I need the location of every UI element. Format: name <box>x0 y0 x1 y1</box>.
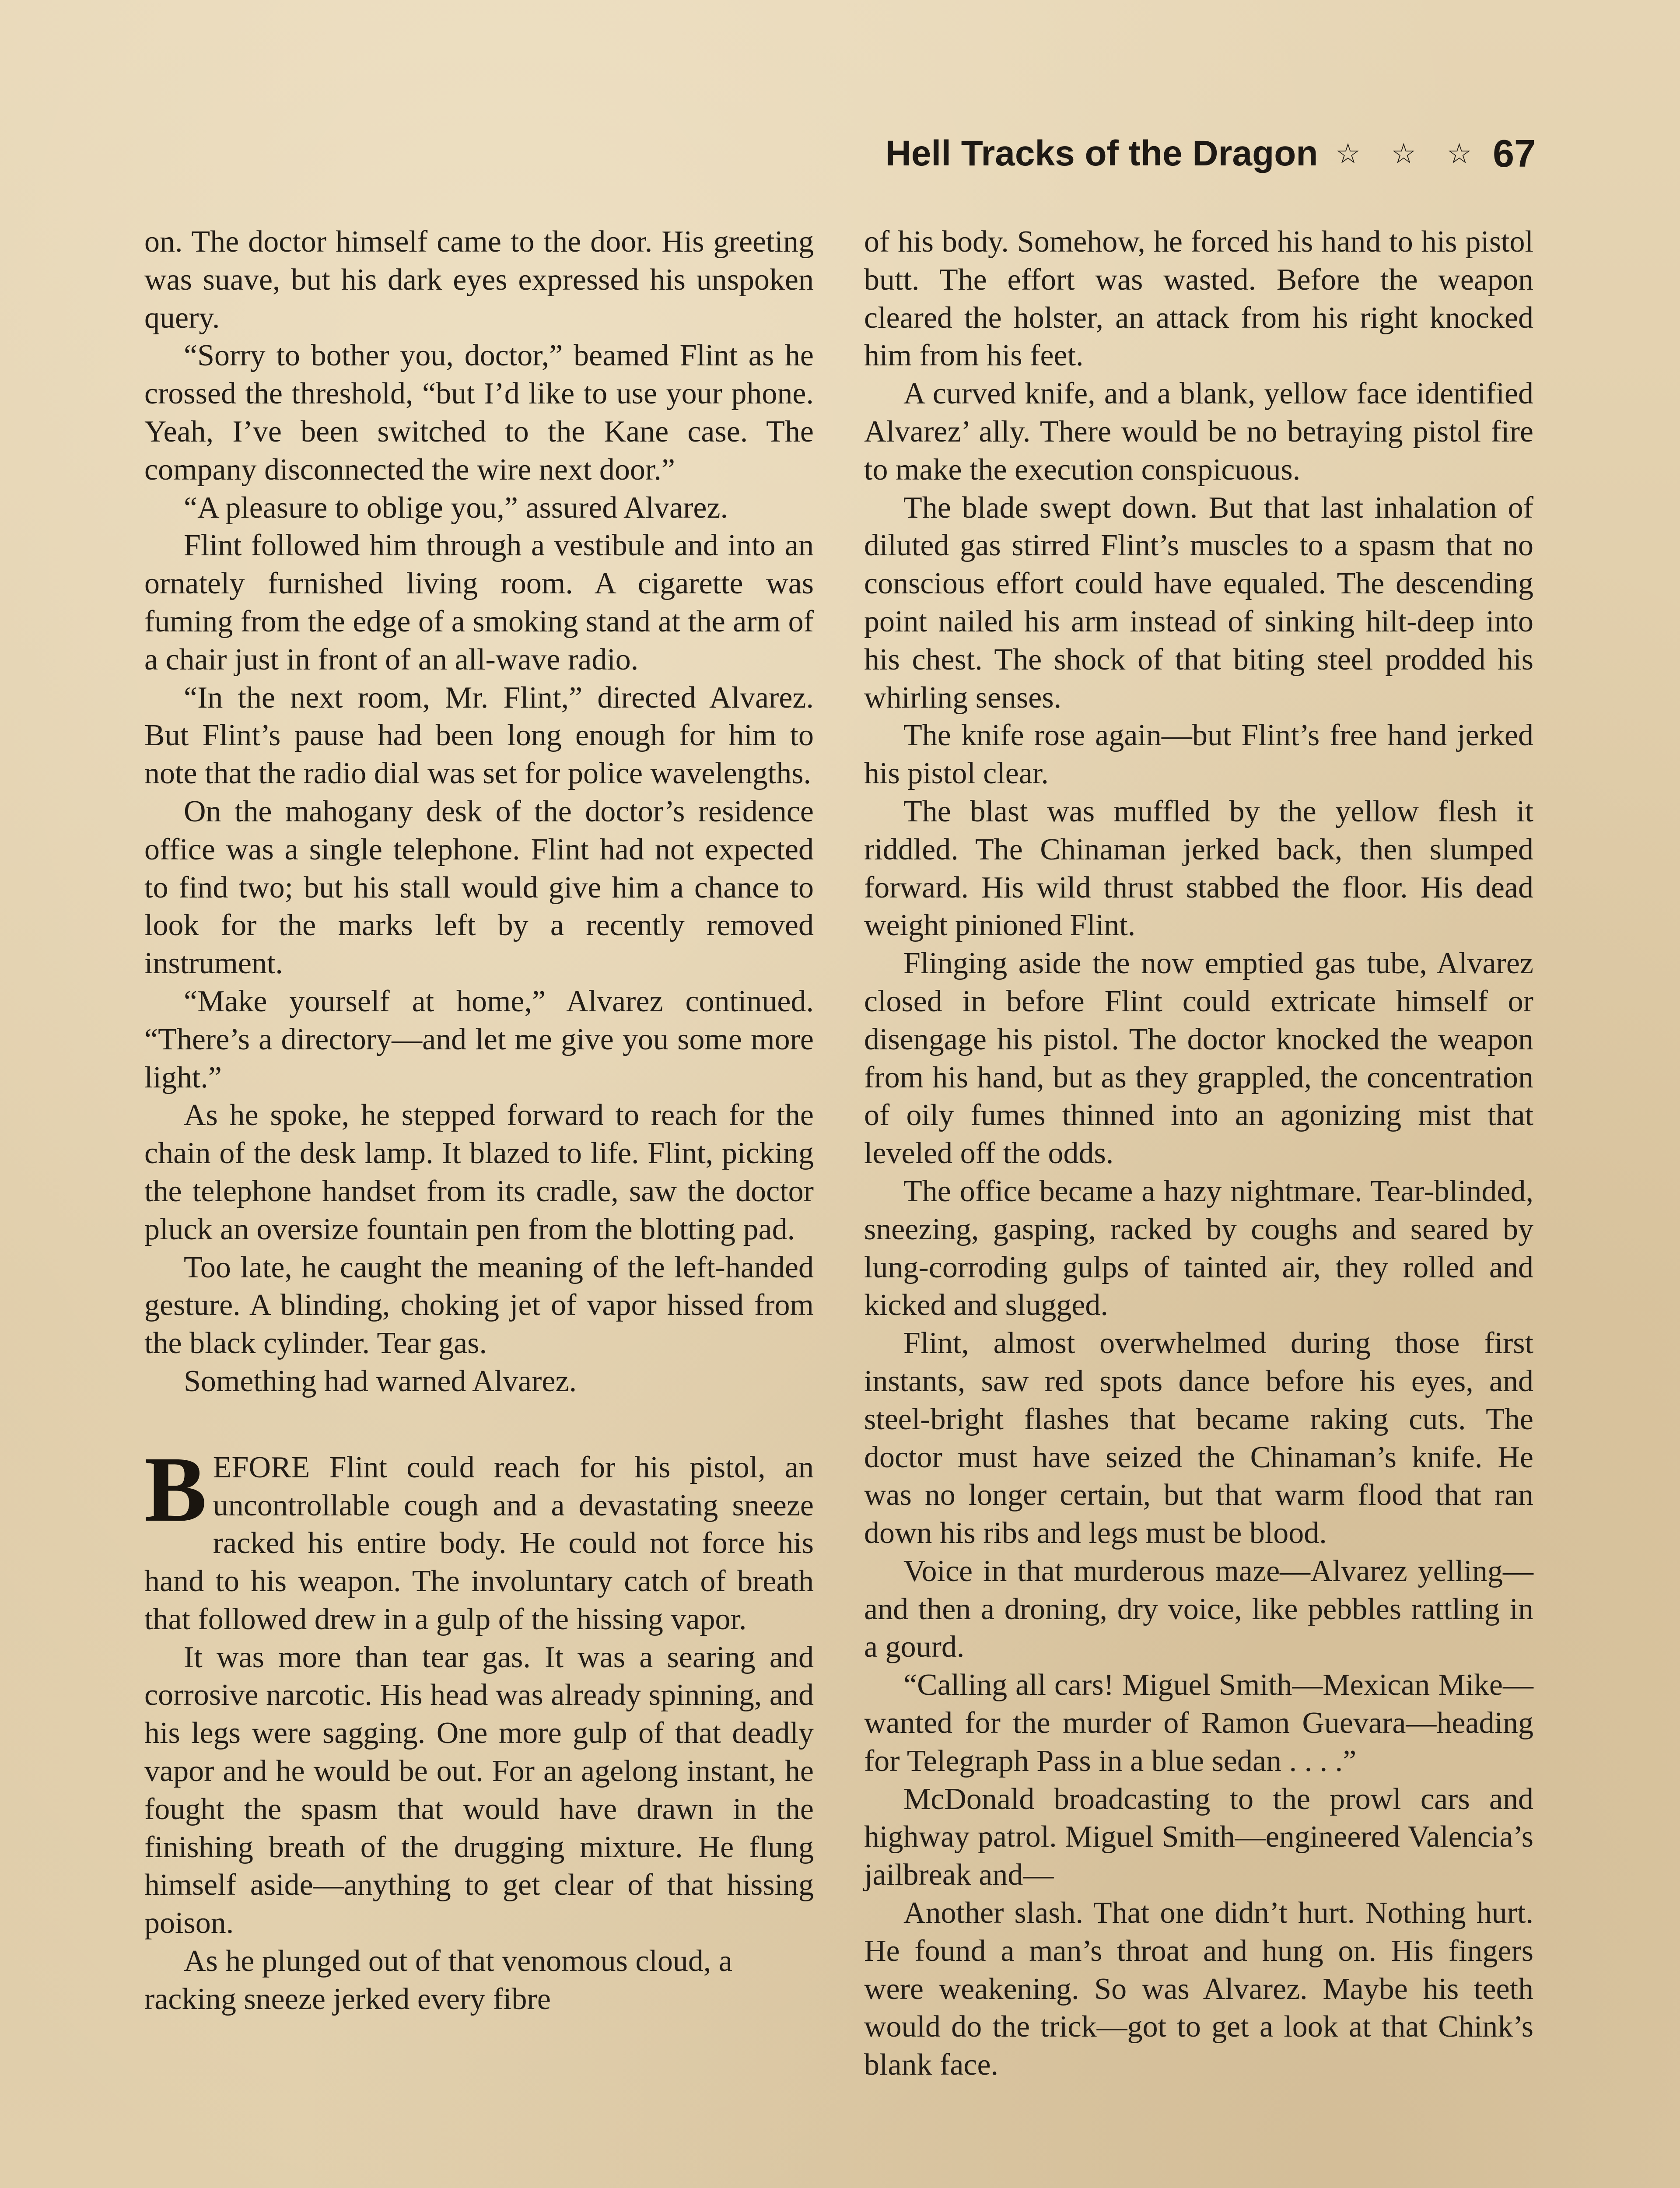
paragraph: As he spoke, he stepped forward to reach for the chain of the desk lamp. It blazed to life. Flint, picking the telephone handset from its cradle, saw the doctor pluck an oversize fountain pen from the blotting pad. <box>144 1098 814 1246</box>
paragraph: Voice in that murderous maze—Alvarez yelling—and then a droning, dry voice, like pebbles rattling in a gourd. <box>864 1554 1533 1664</box>
paragraph: The blast was muffled by the yellow flesh it riddled. The Chinaman jerked back, then slumped forward. His wild thrust stabbed the floor. His dead weight pinioned Flint. <box>864 794 1533 943</box>
paragraph: Something had warned Alvarez. <box>184 1364 577 1398</box>
paragraph: The office became a hazy nightmare. Tear-blinded, sneezing, gasping, racked by coughs and seared by lung-corroding gulps of tainted air, they rolled and kicked and slugged. <box>864 1174 1533 1322</box>
paragraph: on. The doctor himself came to the door. His greeting was suave, but his dark eyes expressed his unspoken query. <box>144 225 814 335</box>
paragraph: “A pleasure to oblige you,” assured Alvarez. <box>184 491 728 525</box>
drop-cap: B <box>144 1437 207 1541</box>
paragraph: Flint, almost overwhelmed during those first instants, saw red spots dance before his eyes, and steel-bright flashes that became raking cuts. The doctor must have seized the Chinaman’s knife. He was no longer certain, but that warm flood that ran down his ribs and legs must be blood. <box>864 1326 1533 1550</box>
paragraph-text: Flint could reach for his pistol, an uncontrollable cough and a devastating sneeze racked his entire body. He could not force his hand to his weapon. The involuntary catch of breath that followed drew in a gulp of the hissing vapor. <box>144 1450 814 1636</box>
paragraph: “Calling all cars! Miguel Smith—Mexican Mike—wanted for the murder of Ramon Guevara—heading for Telegraph Pass in a blue sedan . . . .” <box>864 1668 1533 1778</box>
right-column <box>864 223 1533 2084</box>
paragraph: Too late, he caught the meaning of the left-handed gesture. A blinding, choking jet of vapor hissed from the black cylinder. Tear gas. <box>144 1250 814 1360</box>
paragraph: McDonald broadcasting to the prowl cars and highway patrol. Miguel Smith—engineered Valencia’s jailbreak and— <box>864 1782 1533 1892</box>
paragraph: The knife rose again—but Flint’s free hand jerked his pistol clear. <box>864 719 1533 791</box>
paragraph: The blade swept down. But that last inhalation of diluted gas stirred Flint’s muscles to a spasm that no conscious effort could have equaled. The descending point nailed his arm instead of sinking hilt-deep into his chest. The shock of that biting steel prodded his whirling senses. <box>864 491 1533 715</box>
section-opening-paragraph <box>144 1437 814 1639</box>
story-title: Hell Tracks of the Dragon <box>885 133 1318 173</box>
paragraph: As he plunged out of that venomous cloud, a racking sneeze jerked every fibre <box>144 1944 732 2016</box>
small-caps-lead: EFORE <box>213 1450 310 1484</box>
paragraph: Flinging aside the now emptied gas tube, Alvarez closed in before Flint could extricate himself or disengage his pistol. The doctor knocked the weapon from his hand, but as they grappled, the concentration of oily fumes thinned into an agonizing mist that leveled off the odds. <box>864 947 1533 1171</box>
paragraph: It was more than tear gas. It was a searing and corrosive narcotic. His head was already spinning, and his legs were sagging. One more gulp of that deadly vapor and he would be out. For an agelong instant, he fought the spasm that would have drawn in the finishing breath of the drugging mixture. He flung himself aside—anything to get clear of that hissing poison. <box>144 1640 814 1940</box>
paragraph: Flint followed him through a vestibule and into an ornately furnished living room. A cigarette was fuming from the edge of a smoking stand at the arm of a chair just in front of an all-wave radio. <box>144 529 814 677</box>
page-number: 67 <box>1493 132 1536 175</box>
paragraph: “In the next room, Mr. Flint,” directed Alvarez. But Flint’s pause had been long enough for him to note that the radio dial was set for police wavelengths. <box>144 680 814 791</box>
paragraph: A curved knife, and a blank, yellow face identified Alvarez’ ally. There would be no betraying pistol fire to make the execution conspicuous. <box>864 377 1533 487</box>
paragraph: of his body. Somehow, he forced his hand to his pistol butt. The effort was wasted. Before the weapon cleared the holster, an attack from his right knocked him from his feet. <box>864 225 1533 373</box>
star-icons: ☆ ☆ ☆ <box>1335 137 1484 169</box>
paragraph: “Make yourself at home,” Alvarez continued. “There’s a directory—and let me give you some more light.” <box>144 984 814 1094</box>
paragraph: On the mahogany desk of the doctor’s residence office was a single telephone. Flint had not expected to find two; but his stall would give him a chance to look for the marks left by a recently removed instrument. <box>144 794 814 981</box>
paragraph: Another slash. That one didn’t hurt. Nothing hurt. He found a man’s throat and hung on. His fingers were weakening. So was Alvarez. Maybe his teeth would do the trick—got to get a look at that Chink’s blank face. <box>864 1896 1533 2082</box>
paragraph: “Sorry to bother you, doctor,” beamed Flint as he crossed the threshold, “but I’d like to use your phone. Yeah, I’ve been switched to the Kane case. The company disconnected the wire next door.” <box>144 339 814 487</box>
running-header <box>886 131 1536 176</box>
left-column <box>144 223 814 2019</box>
